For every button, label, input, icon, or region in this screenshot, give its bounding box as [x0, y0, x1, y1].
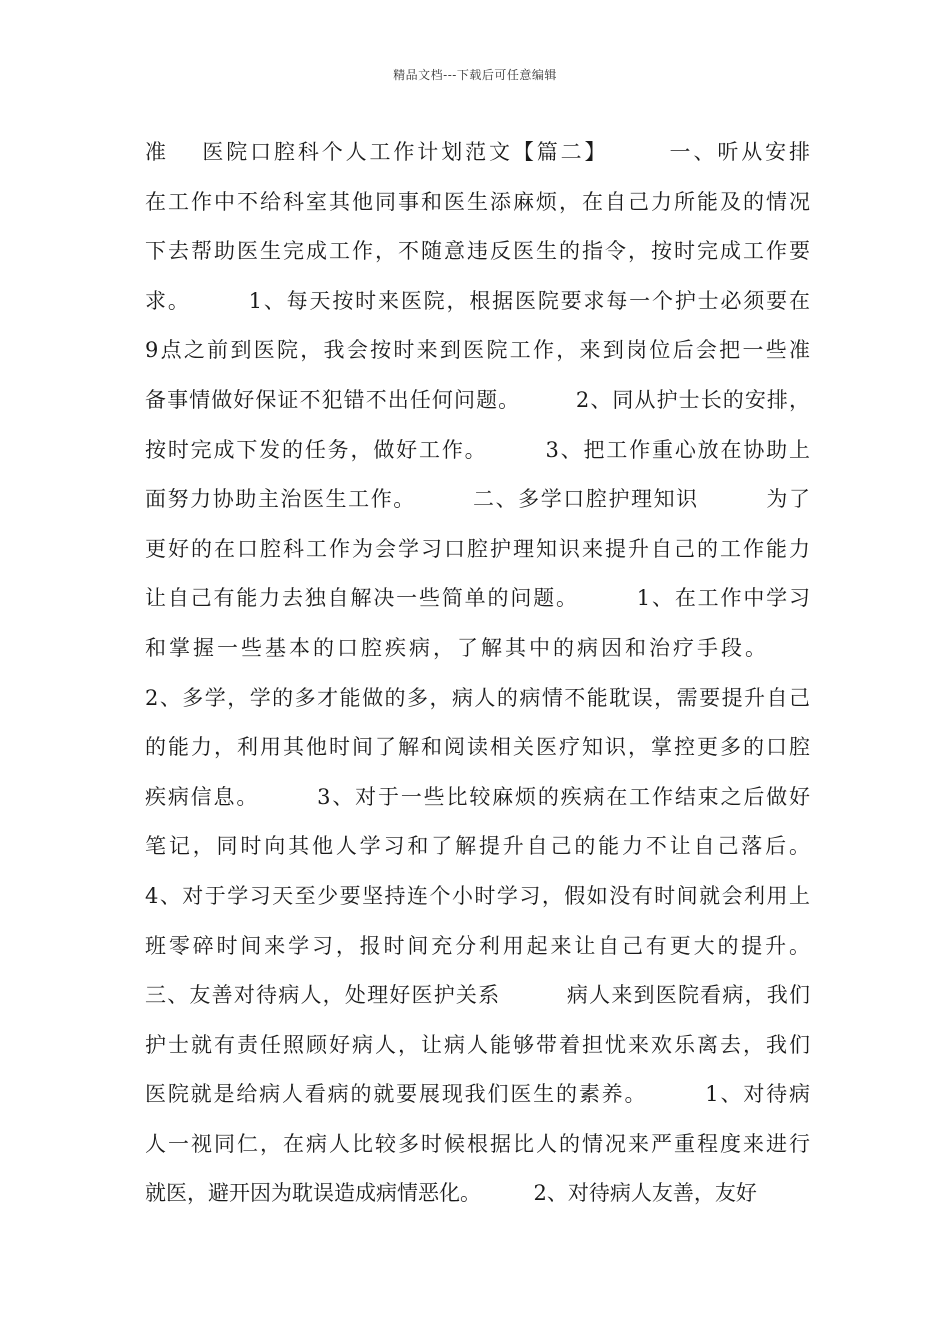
text-line-content: 笔记，同时向其他人学习和了解提升自己的能力不让自己落后。	[145, 834, 813, 859]
text-line	[145, 1173, 810, 1223]
text-line-content: 9点之前到医院，我会按时来到医院工作，来到岗位后会把一些准	[145, 338, 813, 363]
text-line-content: 的能力，利用其他时间了解和阅读相关医疗知识，掌控更多的口腔	[145, 735, 812, 760]
text-line	[145, 231, 810, 281]
text-line-content: 面努力协助主治医生工作。 二、多学口腔护理知识 为了	[145, 487, 812, 512]
page-header: 精品文档---下载后可任意编辑	[393, 68, 557, 82]
text-line-content: 更好的在口腔科工作为会学习口腔护理知识来提升自己的工作能力	[145, 536, 812, 561]
text-line	[145, 132, 813, 182]
text-line	[145, 578, 810, 628]
text-line	[145, 1124, 810, 1174]
document-body	[145, 132, 813, 1223]
text-line	[145, 330, 813, 380]
text-line	[145, 777, 810, 827]
text-line	[145, 1074, 810, 1124]
text-line-content: 在工作中不给科室其他同事和医生添麻烦，在自己力所能及的情况	[145, 189, 812, 214]
text-line-content: 和掌握一些基本的口腔疾病，了解其中的病因和治疗手段。	[145, 635, 769, 660]
text-line	[145, 678, 810, 728]
text-line	[145, 182, 810, 232]
text-line-content: 三、友善对待病人，处理好医护关系 病人来到医院看病，我们	[145, 983, 812, 1008]
text-line-content: 2、多学，学的多才能做的多，病人的病情不能耽误，需要提升自己	[145, 685, 812, 710]
text-line	[145, 727, 810, 777]
text-line-content: 就医，避开因为耽误造成病情恶化。 2、对待病人友善，友好	[145, 1181, 757, 1206]
text-line	[145, 628, 810, 678]
text-line	[145, 876, 810, 926]
text-line	[145, 479, 810, 529]
text-line-content: 求。 1、每天按时来医院，根据医院要求每一个护士必须要在	[145, 288, 812, 313]
text-line-content: 让自己有能力去独自解决一些简单的问题。 1、在工作中学习	[145, 586, 812, 611]
text-line-content: 下去帮助医生完成工作，不随意违反医生的指令，按时完成工作要	[145, 239, 812, 264]
text-line-content: 4、对于学习天至少要坚持连个小时学习，假如没有时间就会利用上	[145, 883, 812, 908]
text-line	[145, 529, 810, 579]
text-line-content: 按时完成下发的任务，做好工作。 3、把工作重心放在协助上	[145, 437, 812, 462]
text-line	[145, 281, 810, 331]
text-line-content: 人一视同仁，在病人比较多时候根据比人的情况来严重程度来进行	[145, 1131, 812, 1156]
text-line	[145, 826, 813, 876]
text-line-content: 疾病信息。 3、对于一些比较麻烦的疾病在工作结束之后做好	[145, 784, 812, 809]
text-line	[145, 1025, 810, 1075]
text-line-content: 班零碎时间来学习，报时间充分利用起来让自己有更大的提升。	[145, 933, 813, 958]
text-line	[145, 926, 813, 976]
text-line-content: 备事情做好保证不犯错不出任何问题。 2、同从护士长的安排，	[145, 387, 812, 412]
text-line	[145, 430, 810, 480]
text-line-content: 医院就是给病人看病的就要展现我们医生的素养。 1、对待病	[145, 1082, 812, 1107]
text-line	[145, 975, 810, 1025]
text-line	[145, 380, 810, 430]
text-line-content: 准 医院口腔科个人工作计划范文【篇二】 一、听从安排	[145, 140, 813, 164]
text-line-content: 护士就有责任照顾好病人，让病人能够带着担忧来欢乐离去，我们	[145, 1032, 812, 1057]
